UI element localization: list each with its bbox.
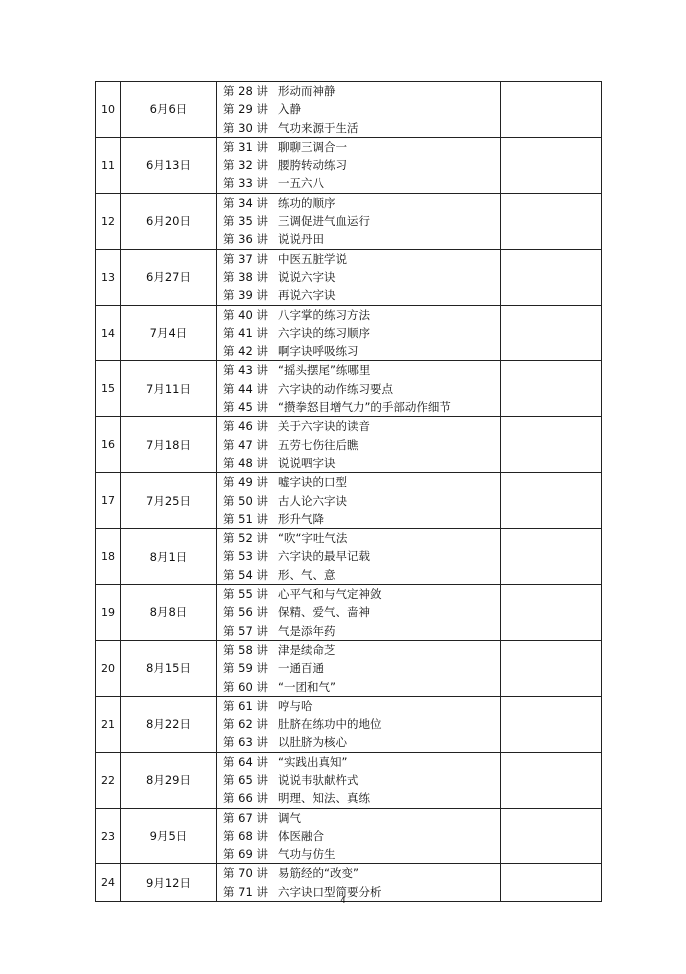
lecture-number: 第 68 讲 — [223, 828, 268, 843]
lecture-cell — [217, 808, 501, 864]
lecture-title: 古人论六字诀 — [278, 493, 347, 508]
lecture-number: 第 53 讲 — [223, 549, 268, 564]
lecture-title: 心平气和与气定神敛 — [278, 587, 382, 602]
lecture-title: “一团和气” — [278, 679, 336, 694]
row-number: 11 — [96, 137, 121, 193]
table-row — [96, 361, 602, 417]
lecture-number: 第 67 讲 — [223, 810, 268, 825]
lecture-item — [223, 827, 500, 845]
lecture-title: 形、气、意 — [278, 567, 336, 582]
lecture-title: 再说六字诀 — [278, 288, 336, 303]
lecture-number: 第 42 讲 — [223, 344, 268, 359]
lecture-item — [223, 212, 500, 230]
lecture-title: 腰胯转动练习 — [278, 158, 347, 173]
lecture-title: 哼与哈 — [278, 698, 313, 713]
lecture-title: 气是添年药 — [278, 623, 336, 638]
lecture-title: 啊字诀呼吸练习 — [278, 344, 359, 359]
lecture-item — [223, 789, 500, 807]
lecture-item — [223, 82, 500, 100]
notes-cell — [501, 473, 602, 529]
lecture-item — [223, 250, 500, 268]
lecture-title: 六字诀口型简要分析 — [278, 884, 382, 899]
lecture-number: 第 52 讲 — [223, 531, 268, 546]
lecture-cell — [217, 529, 501, 585]
notes-cell — [501, 640, 602, 696]
table-row — [96, 696, 602, 752]
lecture-item — [223, 566, 500, 584]
lecture-item — [223, 100, 500, 118]
lecture-title: 一五六八 — [278, 176, 324, 191]
lecture-cell — [217, 361, 501, 417]
lecture-title: 体医融合 — [278, 828, 324, 843]
lecture-cell — [217, 585, 501, 641]
lecture-number: 第 39 讲 — [223, 288, 268, 303]
notes-cell — [501, 249, 602, 305]
lecture-title: 练功的顺序 — [278, 195, 336, 210]
lecture-item — [223, 230, 500, 248]
row-number: 22 — [96, 752, 121, 808]
lecture-number: 第 43 讲 — [223, 363, 268, 378]
lecture-number: 第 65 讲 — [223, 772, 268, 787]
lecture-title: 易筋经的“改变” — [278, 866, 359, 881]
lecture-number: 第 47 讲 — [223, 437, 268, 452]
table-row — [96, 82, 602, 138]
lecture-title: 气功来源于生活 — [278, 120, 359, 135]
table-row — [96, 137, 602, 193]
row-date: 6月27日 — [121, 249, 217, 305]
lecture-title: 中医五脏学说 — [278, 251, 347, 266]
lecture-item — [223, 417, 500, 435]
lecture-title: 说说韦驮献杵式 — [278, 772, 359, 787]
row-date: 9月12日 — [121, 864, 217, 902]
lecture-title: 八字掌的练习方法 — [278, 307, 370, 322]
lecture-item — [223, 156, 500, 174]
lecture-number: 第 49 讲 — [223, 475, 268, 490]
lecture-item — [223, 659, 500, 677]
notes-cell — [501, 361, 602, 417]
notes-cell — [501, 752, 602, 808]
row-number: 23 — [96, 808, 121, 864]
lecture-item — [223, 324, 500, 342]
notes-cell — [501, 696, 602, 752]
notes-cell — [501, 137, 602, 193]
row-date: 8月8日 — [121, 585, 217, 641]
table-row — [96, 193, 602, 249]
lecture-item — [223, 510, 500, 528]
notes-cell — [501, 417, 602, 473]
lecture-number: 第 50 讲 — [223, 493, 268, 508]
table-row — [96, 640, 602, 696]
lecture-number: 第 29 讲 — [223, 102, 268, 117]
lecture-title: 聊聊三调合一 — [278, 139, 347, 154]
lecture-item — [223, 585, 500, 603]
lecture-number: 第 66 讲 — [223, 791, 268, 806]
row-number: 24 — [96, 864, 121, 902]
lecture-title: 六字诀的练习顺序 — [278, 325, 370, 340]
lecture-item — [223, 306, 500, 324]
schedule-table — [95, 81, 602, 902]
lecture-item — [223, 492, 500, 510]
lecture-title: 肚脐在练功中的地位 — [278, 717, 382, 732]
lecture-title: 津是续命芝 — [278, 642, 336, 657]
row-number: 16 — [96, 417, 121, 473]
table-row — [96, 529, 602, 585]
row-date: 6月20日 — [121, 193, 217, 249]
row-number: 13 — [96, 249, 121, 305]
lecture-item — [223, 119, 500, 137]
row-number: 21 — [96, 696, 121, 752]
lecture-title: 保精、爱气、啬神 — [278, 605, 370, 620]
lecture-number: 第 35 讲 — [223, 214, 268, 229]
lecture-item — [223, 454, 500, 472]
table-row — [96, 752, 602, 808]
lecture-item — [223, 436, 500, 454]
table-row — [96, 473, 602, 529]
lecture-item — [223, 174, 500, 192]
lecture-item — [223, 771, 500, 789]
lecture-number: 第 34 讲 — [223, 195, 268, 210]
lecture-item — [223, 138, 500, 156]
lecture-item — [223, 715, 500, 733]
row-number: 18 — [96, 529, 121, 585]
lecture-cell — [217, 417, 501, 473]
lecture-cell — [217, 752, 501, 808]
lecture-item — [223, 547, 500, 565]
lecture-number: 第 51 讲 — [223, 511, 268, 526]
notes-cell — [501, 808, 602, 864]
row-date: 6月6日 — [121, 82, 217, 138]
row-number: 12 — [96, 193, 121, 249]
lecture-number: 第 60 讲 — [223, 679, 268, 694]
lecture-cell — [217, 640, 501, 696]
lecture-item — [223, 641, 500, 659]
lecture-title: 说说呬字诀 — [278, 455, 336, 470]
lecture-number: 第 54 讲 — [223, 567, 268, 582]
lecture-item — [223, 380, 500, 398]
lecture-title: “攒拳怒目增气力”的手部动作细节 — [278, 400, 451, 415]
lecture-number: 第 61 讲 — [223, 698, 268, 713]
lecture-title: “吹“字吐气法 — [278, 531, 348, 546]
lecture-number: 第 63 讲 — [223, 735, 268, 750]
lecture-item — [223, 268, 500, 286]
lecture-number: 第 44 讲 — [223, 381, 268, 396]
lecture-number: 第 56 讲 — [223, 605, 268, 620]
lecture-item — [223, 845, 500, 863]
lecture-item — [223, 753, 500, 771]
lecture-number: 第 31 讲 — [223, 139, 268, 154]
lecture-title: 六字诀的最早记载 — [278, 549, 370, 564]
lecture-number: 第 70 讲 — [223, 866, 268, 881]
row-date: 6月13日 — [121, 137, 217, 193]
lecture-title: 六字诀的动作练习要点 — [278, 381, 393, 396]
row-date: 7月18日 — [121, 417, 217, 473]
lecture-title: 调气 — [278, 810, 301, 825]
row-date: 8月22日 — [121, 696, 217, 752]
lecture-item — [223, 809, 500, 827]
row-date: 8月15日 — [121, 640, 217, 696]
lecture-title: 说说六字诀 — [278, 269, 336, 284]
lecture-title: 关于六字诀的读音 — [278, 419, 370, 434]
lecture-item — [223, 473, 500, 491]
lecture-title: “实践出真知” — [278, 754, 348, 769]
lecture-item — [223, 342, 500, 360]
row-number: 15 — [96, 361, 121, 417]
lecture-item — [223, 678, 500, 696]
lecture-number: 第 37 讲 — [223, 251, 268, 266]
lecture-cell — [217, 473, 501, 529]
lecture-title: 入静 — [278, 102, 301, 117]
row-date: 8月1日 — [121, 529, 217, 585]
row-number: 14 — [96, 305, 121, 361]
notes-cell — [501, 193, 602, 249]
lecture-title: 说说丹田 — [278, 232, 324, 247]
row-date: 9月5日 — [121, 808, 217, 864]
table-row — [96, 305, 602, 361]
lecture-item — [223, 529, 500, 547]
lecture-number: 第 58 讲 — [223, 642, 268, 657]
row-number: 10 — [96, 82, 121, 138]
lecture-item — [223, 864, 500, 882]
lecture-item — [223, 194, 500, 212]
lecture-cell — [217, 137, 501, 193]
lecture-number: 第 46 讲 — [223, 419, 268, 434]
lecture-number: 第 32 讲 — [223, 158, 268, 173]
lecture-title: 形升气降 — [278, 511, 324, 526]
lecture-title: 明理、知法、真练 — [278, 791, 370, 806]
lecture-item — [223, 733, 500, 751]
lecture-title: 形动而神静 — [278, 84, 336, 98]
lecture-title: 以肚脐为核心 — [278, 735, 347, 750]
lecture-title: 五劳七伤往后瞧 — [278, 437, 359, 452]
row-number: 17 — [96, 473, 121, 529]
table-row — [96, 417, 602, 473]
lecture-title: 一通百通 — [278, 661, 324, 676]
lecture-number: 第 64 讲 — [223, 754, 268, 769]
notes-cell — [501, 82, 602, 138]
row-date: 8月29日 — [121, 752, 217, 808]
lecture-item — [223, 697, 500, 715]
notes-cell — [501, 529, 602, 585]
row-date: 7月11日 — [121, 361, 217, 417]
lecture-number: 第 71 讲 — [223, 884, 268, 899]
lecture-number: 第 45 讲 — [223, 400, 268, 415]
lecture-cell — [217, 193, 501, 249]
notes-cell — [501, 305, 602, 361]
lecture-number: 第 28 讲 — [223, 84, 268, 98]
lecture-title: “摇头摆尾”练哪里 — [278, 363, 371, 378]
table-row — [96, 808, 602, 864]
lecture-item — [223, 398, 500, 416]
lecture-cell — [217, 249, 501, 305]
row-number: 20 — [96, 640, 121, 696]
lecture-title: 气功与仿生 — [278, 847, 336, 862]
lecture-item — [223, 286, 500, 304]
row-number: 19 — [96, 585, 121, 641]
table-row — [96, 585, 602, 641]
lecture-title: 嘘字诀的口型 — [278, 475, 347, 490]
lecture-number: 第 41 讲 — [223, 325, 268, 340]
lecture-number: 第 30 讲 — [223, 120, 268, 135]
lecture-number: 第 62 讲 — [223, 717, 268, 732]
lecture-cell — [217, 696, 501, 752]
lecture-number: 第 33 讲 — [223, 176, 268, 191]
table-row — [96, 249, 602, 305]
lecture-item — [223, 603, 500, 621]
schedule-body — [96, 82, 602, 902]
lecture-number: 第 55 讲 — [223, 587, 268, 602]
lecture-number: 第 59 讲 — [223, 661, 268, 676]
lecture-number: 第 48 讲 — [223, 455, 268, 470]
notes-cell — [501, 585, 602, 641]
lecture-number: 第 69 讲 — [223, 847, 268, 862]
lecture-number: 第 36 讲 — [223, 232, 268, 247]
lecture-cell — [217, 305, 501, 361]
lecture-number: 第 57 讲 — [223, 623, 268, 638]
lecture-item — [223, 622, 500, 640]
lecture-number: 第 38 讲 — [223, 269, 268, 284]
lecture-number: 第 40 讲 — [223, 307, 268, 322]
row-date: 7月4日 — [121, 305, 217, 361]
lecture-title: 三调促进气血运行 — [278, 214, 370, 229]
row-date: 7月25日 — [121, 473, 217, 529]
page-number: 4 — [340, 896, 346, 906]
lecture-item — [223, 361, 500, 379]
lecture-cell — [217, 82, 501, 138]
